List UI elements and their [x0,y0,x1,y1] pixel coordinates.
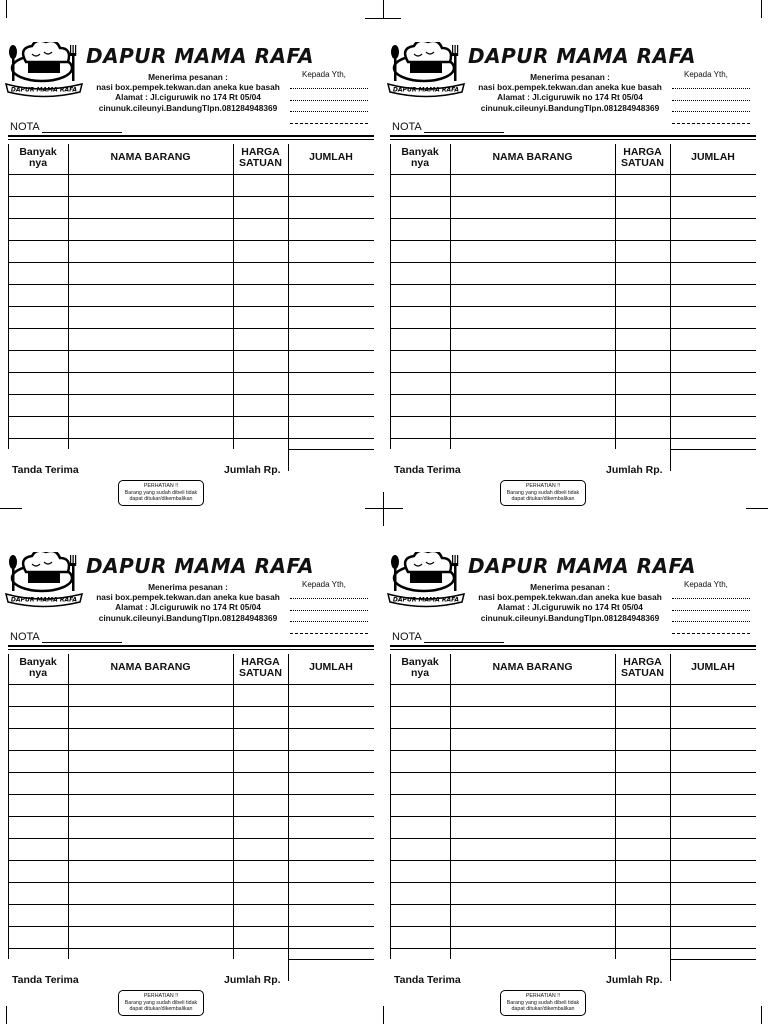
nota-number-line [42,642,122,643]
notice-line-2: dapat ditukar/dikembalikan [129,1006,193,1012]
row-line [390,284,756,285]
products-text: nasi box.pempek.tekwan.dan aneka kue basah [96,592,280,603]
recipient-line [290,88,368,89]
column-line [68,654,69,959]
row-line [8,284,374,285]
shop-info [82,582,294,623]
recipient-line [672,123,750,124]
row-line [390,262,756,263]
crop-mark [0,508,22,509]
row-line [8,794,374,795]
row-line [8,728,374,729]
receipt-signature-label: Tanda Terima [394,974,461,986]
recipient-line [672,621,750,622]
row-line [390,196,756,197]
address-line-1: Alamat : Jl.ciguruwik no 174 Rt 05/04 [115,92,261,103]
header-rule [8,649,374,650]
recipient-line [672,111,750,112]
brand-logo [386,552,466,610]
row-line [8,306,374,307]
row-line [390,860,756,861]
row-line [8,328,374,329]
column-line [390,144,391,449]
row-line [8,218,374,219]
column-line [68,144,69,449]
notice-box [118,990,204,1016]
chef-hat-spoon-fork-icon [4,42,84,100]
row-line [8,772,374,773]
row-line [390,328,756,329]
row-line [390,728,756,729]
column-line [288,654,289,981]
shop-info [82,72,294,113]
chef-hat-spoon-fork-icon [4,552,84,610]
brand-logo [4,42,84,100]
row-line [8,394,374,395]
header-separator [390,174,756,175]
nota-number-line [424,642,504,643]
column-header-item: NAMA BARANG [110,151,191,163]
receipt-slip [382,0,752,508]
column-header-item: NAMA BARANG [492,661,573,673]
recipient-label: Kepada Yth, [302,580,346,589]
row-line [8,926,374,927]
total-box-top [288,449,374,450]
row-line [8,948,374,949]
row-line [390,772,756,773]
row-line [390,372,756,373]
column-line [450,654,451,959]
row-line [390,948,756,949]
column-line [8,654,9,959]
row-line [8,372,374,373]
logo-banner-text: DAPUR MAMA RAFA [392,86,460,94]
row-line [8,438,374,439]
recipient-line [290,111,368,112]
total-label: Jumlah Rp. [224,974,281,986]
nota-label: NOTA [392,631,422,643]
receipt-signature-label: Tanda Terima [12,974,79,986]
column-header-qty: Banyak nya [401,656,439,679]
receipt-signature-label: Tanda Terima [12,464,79,476]
shop-info [464,582,676,623]
receipt-slip [382,510,752,1018]
receipt-slip [0,510,370,1018]
shop-info [464,72,676,113]
notice-line-1: Barang yang sudah dibeli tidak [506,999,580,1006]
brand-name: DAPUR MAMA RAFA [468,554,697,578]
recipient-line [672,610,750,611]
header-rule [390,135,756,137]
notice-title: PERHATIAN !! [143,483,179,489]
brand-logo [386,42,466,100]
recipient-line [290,633,368,634]
address-line-2: cinunuk.cileunyi.BandungTlpn.081284948369 [98,102,278,113]
row-line [390,240,756,241]
recipient-label: Kepada Yth, [684,70,728,79]
nota-label: NOTA [10,631,40,643]
row-line [390,394,756,395]
row-line [8,240,374,241]
column-line [233,654,234,959]
column-header-price: HARGA SATUAN [621,656,664,679]
row-line [390,904,756,905]
row-line [8,262,374,263]
header-separator [8,174,374,175]
column-line [615,654,616,959]
notice-line-1: Barang yang sudah dibeli tidak [124,489,198,496]
address-line-1: Alamat : Jl.ciguruwik no 174 Rt 05/04 [115,602,261,613]
header-rule [390,649,756,650]
row-line [390,438,756,439]
row-line [8,816,374,817]
notice-title: PERHATIAN !! [525,993,561,999]
total-box-top [288,959,374,960]
header-rule [8,645,374,647]
column-header-total: JUMLAH [691,151,735,163]
notice-line-1: Barang yang sudah dibeli tidak [124,999,198,1006]
row-line [390,882,756,883]
address-line-1: Alamat : Jl.ciguruwik no 174 Rt 05/04 [497,92,643,103]
accepts-label: Menerima pesanan : [148,72,228,82]
column-header-qty: Banyak nya [19,146,57,169]
products-text: nasi box.pempek.tekwan.dan aneka kue basah [478,82,662,93]
recipient-label: Kepada Yth, [684,580,728,589]
column-header-total: JUMLAH [309,661,353,673]
receipt-signature-label: Tanda Terima [394,464,461,476]
crop-mark [746,508,768,509]
notice-title: PERHATIAN !! [143,993,179,999]
recipient-line [672,633,750,634]
notice-title: PERHATIAN !! [525,483,561,489]
crop-mark [365,508,403,509]
row-line [8,838,374,839]
column-header-price: HARGA SATUAN [239,146,282,169]
row-line [390,926,756,927]
row-line [8,706,374,707]
row-line [390,218,756,219]
recipient-line [672,598,750,599]
crop-mark [761,0,762,18]
column-header-qty: Banyak nya [19,656,57,679]
column-header-item: NAMA BARANG [110,661,191,673]
column-header-price: HARGA SATUAN [621,146,664,169]
receipt-slip [0,0,370,508]
nota-label: NOTA [10,121,40,133]
nota-number-line [424,132,504,133]
header-rule [390,645,756,647]
row-line [390,816,756,817]
row-line [390,306,756,307]
column-line [615,144,616,449]
column-header-total: JUMLAH [691,661,735,673]
notice-box [500,990,586,1016]
accepts-label: Menerima pesanan : [530,582,610,592]
notice-line-1: Barang yang sudah dibeli tidak [506,489,580,496]
chef-hat-spoon-fork-icon [386,552,466,610]
nota-number-line [42,132,122,133]
notice-box [500,480,586,506]
column-line [670,144,671,471]
total-box-top [670,959,756,960]
row-line [8,882,374,883]
row-line [8,750,374,751]
total-label: Jumlah Rp. [606,464,663,476]
column-line [450,144,451,449]
address-line-2: cinunuk.cileunyi.BandungTlpn.081284948369 [480,102,660,113]
row-line [390,350,756,351]
address-line-2: cinunuk.cileunyi.BandungTlpn.081284948369 [98,612,278,623]
column-line [670,654,671,981]
recipient-line [290,621,368,622]
row-line [8,196,374,197]
products-text: nasi box.pempek.tekwan.dan aneka kue basah [96,82,280,93]
row-line [390,838,756,839]
row-line [8,860,374,861]
column-header-total: JUMLAH [309,151,353,163]
brand-name: DAPUR MAMA RAFA [86,44,315,68]
header-rule [8,135,374,137]
column-line [8,144,9,449]
total-label: Jumlah Rp. [224,464,281,476]
recipient-line [290,123,368,124]
address-line-2: cinunuk.cileunyi.BandungTlpn.081284948369 [480,612,660,623]
notice-line-2: dapat ditukar/dikembalikan [511,496,575,502]
row-line [390,416,756,417]
recipient-label: Kepada Yth, [302,70,346,79]
notice-line-2: dapat ditukar/dikembalikan [129,496,193,502]
column-header-item: NAMA BARANG [492,151,573,163]
row-line [390,750,756,751]
header-rule [8,139,374,140]
column-line [233,144,234,449]
accepts-label: Menerima pesanan : [530,72,610,82]
header-separator [8,684,374,685]
logo-banner-text: DAPUR MAMA RAFA [10,596,78,604]
recipient-line [672,88,750,89]
notice-line-2: dapat ditukar/dikembalikan [511,1006,575,1012]
notice-box [118,480,204,506]
recipient-line [290,598,368,599]
column-header-price: HARGA SATUAN [239,656,282,679]
logo-banner-text: DAPUR MAMA RAFA [392,596,460,604]
total-label: Jumlah Rp. [606,974,663,986]
products-text: nasi box.pempek.tekwan.dan aneka kue basah [478,592,662,603]
total-box-top [670,449,756,450]
address-line-1: Alamat : Jl.ciguruwik no 174 Rt 05/04 [497,602,643,613]
recipient-line [290,610,368,611]
column-header-qty: Banyak nya [401,146,439,169]
column-line [390,654,391,959]
recipient-line [290,100,368,101]
logo-banner-text: DAPUR MAMA RAFA [10,86,78,94]
row-line [8,350,374,351]
chef-hat-spoon-fork-icon [386,42,466,100]
row-line [390,706,756,707]
crop-mark [761,1006,762,1024]
header-rule [390,139,756,140]
brand-name: DAPUR MAMA RAFA [86,554,315,578]
row-line [8,416,374,417]
row-line [8,904,374,905]
column-line [288,144,289,471]
row-line [390,794,756,795]
brand-name: DAPUR MAMA RAFA [468,44,697,68]
brand-logo [4,552,84,610]
header-separator [390,684,756,685]
accepts-label: Menerima pesanan : [148,582,228,592]
recipient-line [672,100,750,101]
nota-label: NOTA [392,121,422,133]
